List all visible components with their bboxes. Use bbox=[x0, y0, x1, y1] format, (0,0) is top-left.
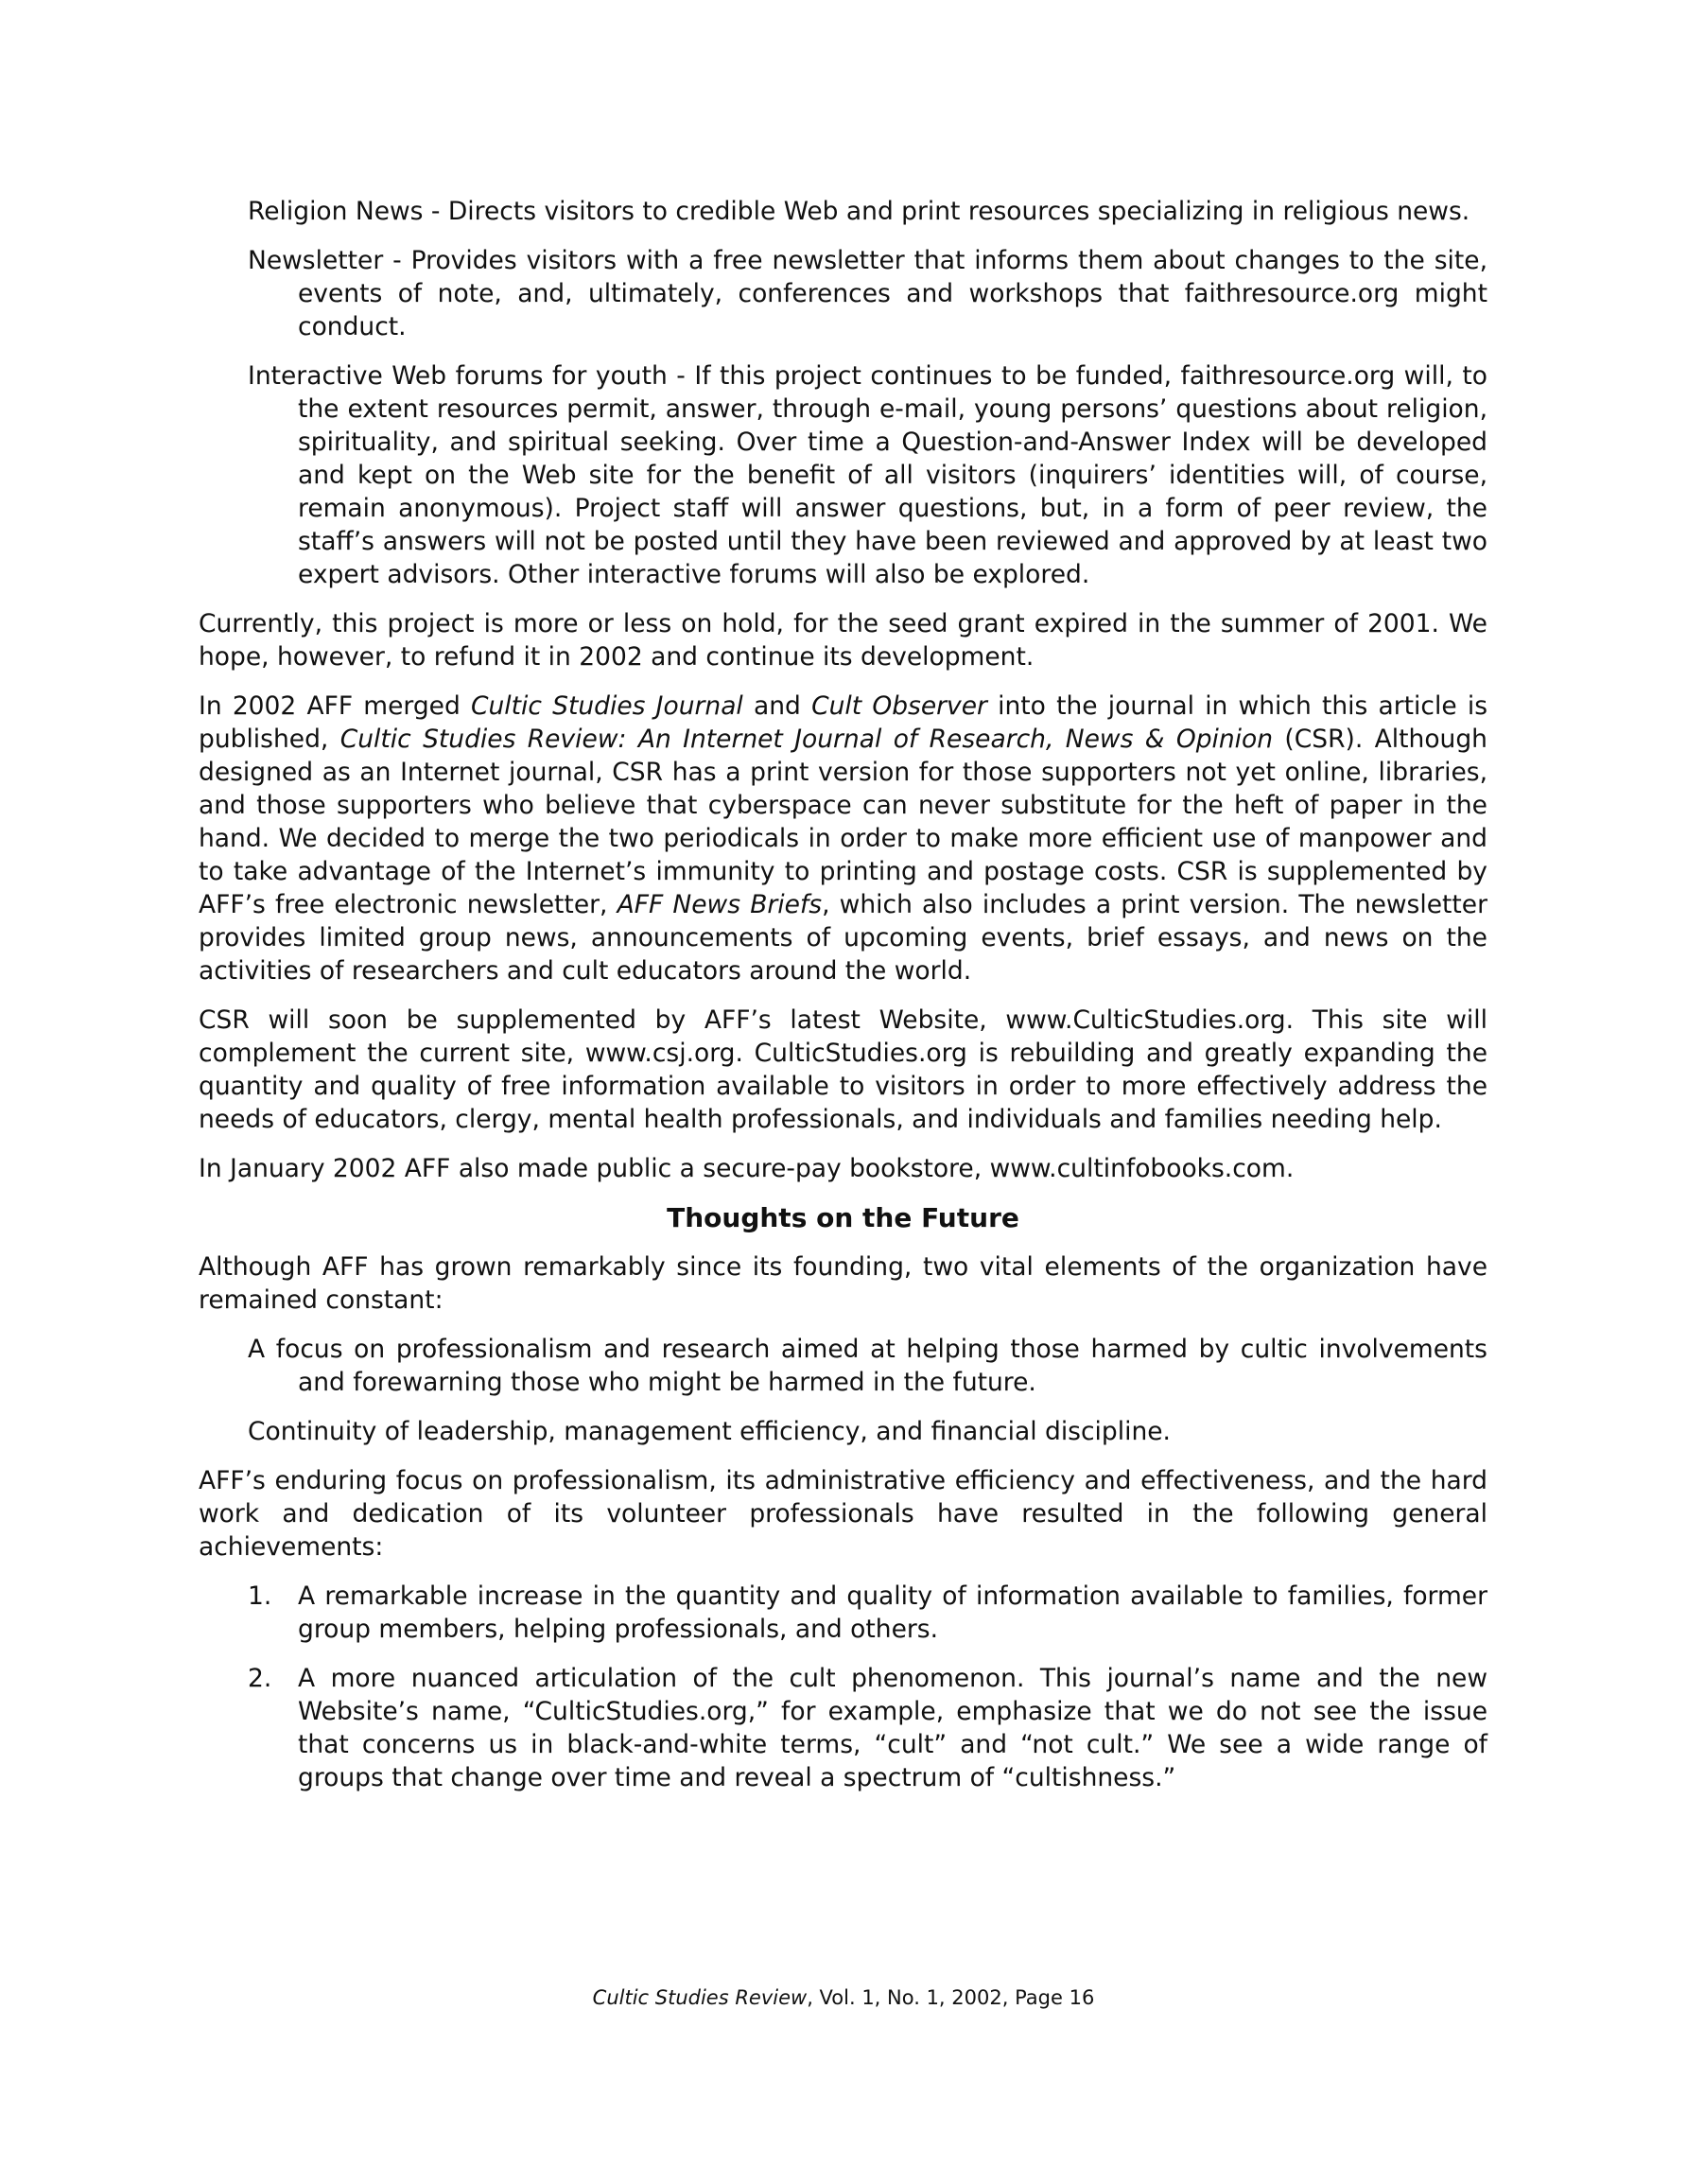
page-footer bbox=[0, 1986, 1687, 2009]
text: (CSR). Although designed as an Internet journal, CSR has a print version for those supporters not yet online, libraries, and those supporters who believe that cyberspace can never substitute for the heft of paper in the hand. We decided to merge the two periodicals in order to make more efficient use of manpower and to take advantage of the Internet’s immunity to printing and postage costs. CSR is supplemented by AFF’s free electronic newsletter, bbox=[199, 725, 1487, 919]
bullet-professionalism: A focus on professionalism and research aimed at helping those harmed by cultic involvements and forewarning those who might be harmed in the future. bbox=[248, 1335, 1487, 1397]
paragraph-merge bbox=[199, 690, 1487, 987]
paragraph-although: Although AFF has grown remarkably since its founding, two vital elements of the organization have remained constant: bbox=[199, 1252, 1487, 1315]
item-number: 2. bbox=[248, 1664, 272, 1693]
bullet-newsletter: Newsletter - Provides visitors with a free newsletter that informs them about changes to the site, events of note, and, ultimately, conferences and workshops that faithresource.org might conduct. bbox=[248, 246, 1487, 341]
journal-title: Cult Observer bbox=[811, 691, 987, 721]
bullet-interactive-forums: Interactive Web forums for youth - If this project continues to be funded, faithresource.org will, to the extent resources permit, answer, through e-mail, young persons’ questions about religion, spirituality, and spiritual seeking. Over time a Question-and-Answer Index will be developed and kept on the Web site for the benefit of all visitors (inquirers’ identities will, of course, remain anonymous). Project staff will answer questions, but, in a form of peer review, the staff’s answers will not be posted until they have been reviewed and approved by at least two expert advisors. Other interactive forums will also be explored. bbox=[248, 361, 1487, 589]
document-page bbox=[199, 195, 1487, 1810]
numbered-item bbox=[199, 1580, 1487, 1646]
item-text: A more nuanced articulation of the cult phenomenon. This journal’s name and the new Website’s name, “CulticStudies.org,” for example, emphasize that we do not see the issue that concerns us in black-and-white terms, “cult” and “not cult.” We see a wide range of groups that change over time and reveal a spectrum of “cultishness.” bbox=[298, 1664, 1487, 1792]
section-heading: Thoughts on the Future bbox=[667, 1202, 1019, 1233]
paragraph-website: CSR will soon be supplemented by AFF’s latest Website, www.CulticStudies.org. This site will complement the current site, www.csj.org. CulticStudies.org is rebuilding and greatly expanding the quantity and quality of free information available to visitors in order to more effectively address the needs of educators, clergy, mental health professionals, and individuals and families needing help. bbox=[199, 1005, 1487, 1134]
text: In 2002 AFF merged bbox=[199, 691, 471, 721]
paragraph-enduring: AFF’s enduring focus on professionalism, its administrative efficiency and effectiveness, and the hard work and dedication of its volunteer professionals have resulted in the following general achievements: bbox=[199, 1466, 1487, 1562]
bullet-religion-news: Religion News - Directs visitors to credible Web and print resources specializing in religious news. bbox=[248, 197, 1470, 226]
text: , which also includes a print version. The newsletter provides limited group news, announcements of upcoming events, brief essays, and news on the activities of researchers and cult educators around the world. bbox=[199, 890, 1488, 986]
text: into the journal in which this article is published, bbox=[199, 691, 1488, 754]
footer-journal: Cultic Studies Review bbox=[592, 1986, 808, 2009]
paragraph-on-hold: Currently, this project is more or less on hold, for the seed grant expired in the summer of 2001. We hope, however, to refund it in 2002 and continue its development. bbox=[199, 609, 1487, 672]
paragraph-bookstore: In January 2002 AFF also made public a secure-pay bookstore, www.cultinfobooks.com. bbox=[199, 1154, 1295, 1183]
newsletter-title: AFF News Briefs bbox=[617, 890, 823, 919]
bullet-continuity: Continuity of leadership, management efficiency, and financial discipline. bbox=[248, 1417, 1171, 1446]
item-text: A remarkable increase in the quantity and quality of information available to families, former group members, helping professionals, and others. bbox=[298, 1581, 1487, 1644]
journal-title: Cultic Studies Journal bbox=[470, 691, 743, 721]
numbered-item bbox=[199, 1662, 1487, 1794]
text: and bbox=[742, 691, 812, 721]
footer-citation: , Vol. 1, No. 1, 2002, Page 16 bbox=[807, 1986, 1095, 2009]
journal-title: Cultic Studies Review: An Internet Journal of Research, News & Opinion bbox=[339, 725, 1274, 754]
item-number: 1. bbox=[248, 1581, 272, 1611]
